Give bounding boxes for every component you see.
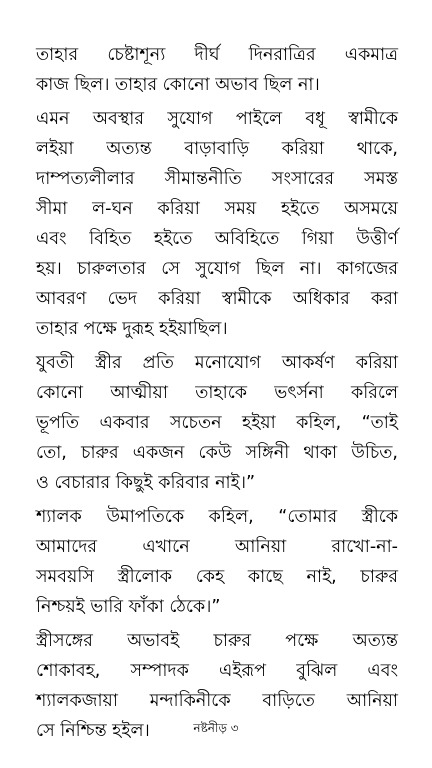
text-line: সমবয়সি স্ত্রীলোক কেহ কাছে নাই, চারুর xyxy=(36,567,398,587)
text-line: কাজ ছিল। তাহার কোনো অভাব ছিল না। xyxy=(36,75,320,95)
text-line: শ্যালক উমাপতিকে কহিল, “তোমার স্ত্রীকে xyxy=(36,507,398,527)
text-line: নিশ্চয়ই ভারি ফাঁকা ঠেকে।” xyxy=(36,597,221,617)
text-line: শোকাবহ, সম্পাদক এইরূপ বুঝিল এবং xyxy=(36,661,398,681)
text-line: তো, চারুর একজন কেউ সঙ্গিনী থাকা উচিত, xyxy=(36,443,398,463)
text-line: তাহার পক্ষে দুরূহ হইয়াছিল। xyxy=(36,319,228,339)
text-line: লইয়া অত্যন্ত বাড়াবাড়ি করিয়া থাকে, xyxy=(36,139,398,159)
text-line: ভূপতি একবার সচেতন হইয়া কহিল, “তাই xyxy=(36,413,398,433)
text-line: হয়। চারুলতার সে সুযোগ ছিল না। কাগজের xyxy=(36,259,398,279)
text-line: এবং বিহিত হইতে অবিহিতে গিয়া উত্তীর্ণ xyxy=(36,229,398,249)
paragraph xyxy=(36,502,398,622)
text-line: সে নিশ্চিন্ত হইল। xyxy=(36,721,150,741)
text-line: যুবতী স্ত্রীর প্রতি মনোযোগ আকর্ষণ করিয়া xyxy=(36,353,398,373)
text-line: এমন অবস্থার সুযোগ পাইলে বধূ স্বামীকে xyxy=(36,109,398,129)
page-footer: নষ্টনীড় ৩ xyxy=(193,721,239,735)
paragraph xyxy=(36,348,398,498)
page-body xyxy=(36,40,398,750)
text-line: শ্যালকজায়া মন্দাকিনীকে বাড়িতে আনিয়া xyxy=(36,691,398,711)
text-line: তাহার চেষ্টাশূন্য দীর্ঘ দিনরাত্রির একমাত্র xyxy=(36,45,398,65)
text-line: সীমা ল-ঘন করিয়া সময় হইতে অসময়ে xyxy=(36,199,398,219)
text-line: দাম্পত্যলীলার সীমান্তনীতি সংসারের সমস্ত xyxy=(36,169,398,189)
paragraph xyxy=(36,104,398,344)
text-line: কোনো আত্মীয়া তাহাকে ভৎর্সনা করিলে xyxy=(36,383,398,403)
text-line: ও বেচারার কিছুই করিবার নাই।” xyxy=(36,473,256,493)
text-line: আবরণ ভেদ করিয়া স্বামীকে অধিকার করা xyxy=(36,289,398,309)
text-line: স্ত্রীসঙ্গের অভাবই চারুর পক্ষে অত্যন্ত xyxy=(36,631,398,651)
text-line: আমাদের এখানে আনিয়া রাখো-না- xyxy=(36,537,398,557)
paragraph xyxy=(36,40,398,100)
